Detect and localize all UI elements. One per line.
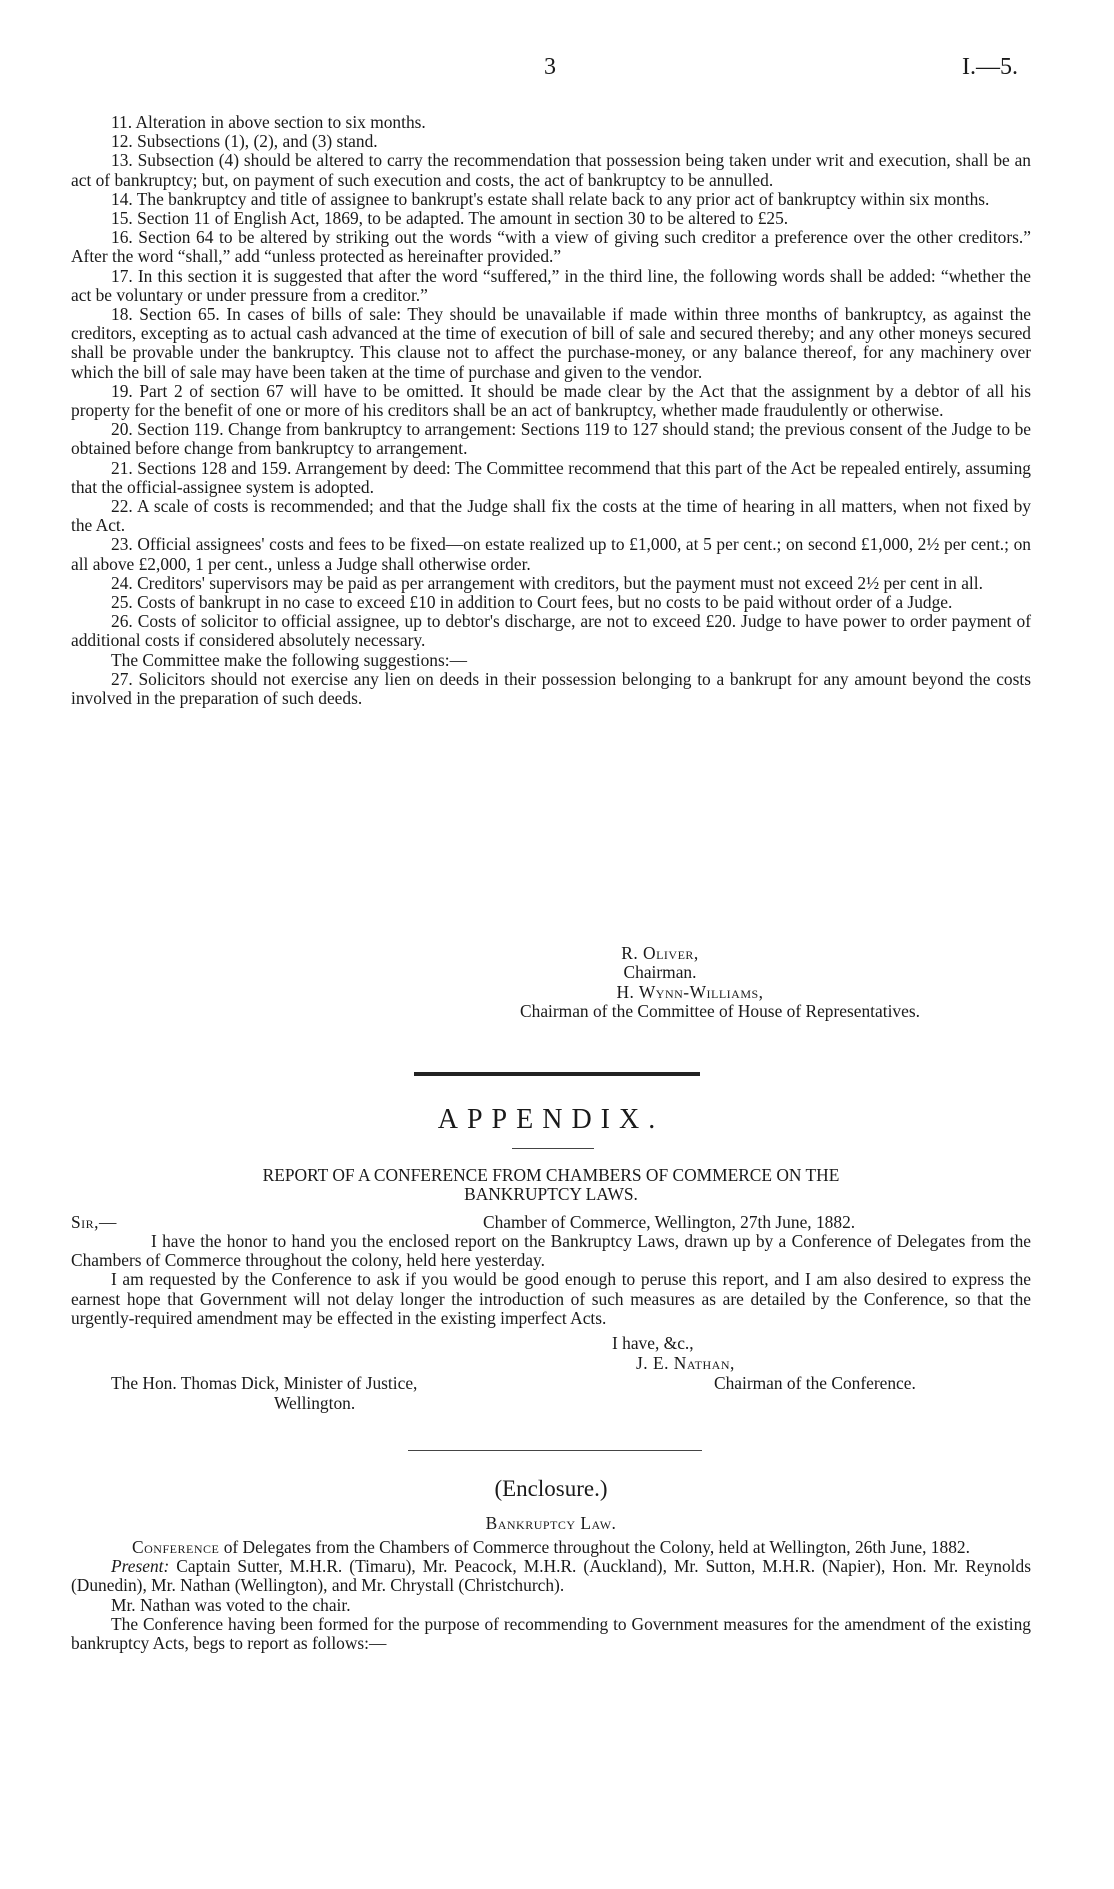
addressee-line2: Wellington. — [274, 1393, 356, 1413]
letter-signer-name: J. E. Nathan, — [636, 1353, 735, 1373]
present-paragraph — [71, 1557, 1031, 1595]
conference-rest: of Delegates from the Chambers of Commerce throughout the Colony, held at Wellington, 26th June, 1882. — [223, 1537, 970, 1557]
enclosure-divider — [408, 1450, 702, 1451]
section-14: 14. The bankruptcy and title of assignee to bankrupt's estate shall relate back to any prior act of bankruptcy within six months. — [111, 188, 990, 209]
conference-intro — [71, 1538, 1031, 1557]
signature-name: R. Oliver, — [621, 943, 699, 963]
section-27: 27. Solicitors should not exercise any lien on deeds in their possession belonging to a bankrupt for any amount beyond the costs involved in the preparation of such deeds. — [71, 668, 1031, 709]
enclosure-subheading: Bankruptcy Law. — [485, 1513, 617, 1533]
suggestions-intro: The Committee make the following suggestions:— — [111, 649, 467, 670]
title-underline — [512, 1148, 594, 1149]
letter — [71, 1213, 1031, 1328]
section-12: 12. Subsections (1), (2), and (3) stand. — [111, 131, 378, 152]
section-24: 24. Creditors' supervisors may be paid as per arrangement with creditors, but the payment must not exceed 2½ per cent in all. — [111, 572, 983, 593]
letter-signer-title: Chairman of the Conference. — [714, 1373, 916, 1393]
report-title — [71, 1166, 1031, 1204]
section-19: 19. Part 2 of section 67 will have to be omitted. It should be made clear by the Act that the assignment by a debtor of all his property for the benefit of one or more of his creditors shall be an act of bankruptcy, whether made fraudulently or otherwise. — [71, 380, 1031, 421]
section-26: 26. Costs of solicitor to official assignee, up to debtor's discharge, are not to exceed £20. Judge to have power to order payment of additional costs if considered absolutely necessary. — [71, 611, 1031, 651]
signature-title: Chairman of the Committee of House of Representatives. — [520, 1001, 920, 1022]
salutation: Sir,— — [71, 1212, 117, 1232]
letter-paragraph-2: I am requested by the Conference to ask if you would be good enough to peruse this report, and I am also desired to express the earnest hope that Government will not delay longer the introduction of such measures as are detailed by the Conference, so that the urgently-required amendment may be effected in the existing imperfect Acts. — [71, 1269, 1031, 1328]
section-22: 22. A scale of costs is recommended; and that the Judge shall fix the costs at the time of hearing in all matters, when not fixed by the Act. — [71, 496, 1031, 536]
signature-title: Chairman. — [623, 962, 697, 983]
enclosure-body — [71, 1538, 1031, 1653]
section-21: 21. Sections 128 and 159. Arrangement by deed: The Committee recommend that this part of the Act be repealed entirely, assuming that the official-assignee system is adopted. — [71, 457, 1031, 497]
addressee-line1: The Hon. Thomas Dick, Minister of Justice, — [111, 1373, 418, 1393]
section-20: 20. Section 119. Change from bankruptcy to arrangement: Sections 119 to 127 should stand; the previous consent of the Judge to be obtained before change from bankruptcy to arrangement. — [71, 419, 1031, 459]
closing-paragraph: The Conference having been formed for the purpose of recommending to Government measures for the amendment of the existing bankruptcy Acts, begs to report as follows:— — [71, 1613, 1031, 1654]
present-text: Captain Sutter, M.H.R. (Timaru), Mr. Peacock, M.H.R. (Auckland), Mr. Sutton, M.H.R. (Napier), Hon. Mr. Reynolds (Dunedin), Mr. Nathan (Wellington), and Mr. Chrystall (Christchurch). — [71, 1556, 1031, 1596]
section-23: 23. Official assignees' costs and fees to be fixed—on estate realized up to £1,000, at 5 per cent.; on second £1,000, 2½ per cent.; on all above £2,000, 1 per cent., unless a Judge shall otherwise order. — [71, 534, 1031, 574]
present-label: Present: — [111, 1556, 170, 1577]
section-17: 17. In this section it is suggested that after the word “suffered,” in the third line, the following words shall be added: “whether the act be voluntary or under pressure from a creditor.” — [71, 265, 1031, 305]
section-18: 18. Section 65. In cases of bills of sale: They should be unavailable if made within three months of bankruptcy, as against the creditors, excepting as to actual cash advanced at the time of execution of bill of sale and secured thereby; and any other moneys secured shall be provable under the bankruptcy. This clause not to affect the purchase-money, or any balance thereof, for any machinery over which the bill of sale may have been taken at the time of purchase and given to the vendor. — [71, 304, 1031, 382]
signature-wynn-williams — [440, 983, 1000, 1021]
letter-closing: I have, &c., — [612, 1333, 694, 1353]
section-25: 25. Costs of bankrupt in no case to exceed £10 in addition to Court fees, but no costs to be paid without order of a Judge. — [111, 592, 953, 613]
signature-oliver — [560, 944, 760, 982]
letter-paragraph-1: I have the honor to hand you the enclosed report on the Bankruptcy Laws, drawn up by a Conference of Delegates from the Chambers of Commerce throughout the colony, held here yesterday. — [71, 1231, 1031, 1271]
section-15: 15. Section 11 of English Act, 1869, to be adapted. The amount in section 30 to be altered to £25. — [111, 208, 789, 229]
chair-paragraph: Mr. Nathan was voted to the chair. — [111, 1594, 351, 1615]
section-divider — [414, 1072, 700, 1076]
document-reference: I.—5. — [962, 54, 1018, 80]
recommendations-list — [71, 113, 1031, 708]
enclosure-heading: (Enclosure.) — [494, 1476, 608, 1501]
report-title-line1: REPORT OF A CONFERENCE FROM CHAMBERS OF COMMERCE ON THE — [262, 1165, 840, 1185]
appendix-title: APPENDIX. — [437, 1104, 665, 1135]
report-title-line2: BANKRUPTCY LAWS. — [464, 1184, 638, 1205]
section-11: 11. Alteration in above section to six months. — [111, 112, 426, 132]
place-date: Chamber of Commerce, Wellington, 27th June, 1882. — [483, 1212, 856, 1232]
page-number: 3 — [544, 54, 556, 80]
signature-name: H. Wynn-Williams, — [616, 982, 764, 1002]
section-16: 16. Section 64 to be altered by striking out the words “with a view of giving such creditor a preference over the other creditors.” After the word “shall,” add “unless protected as hereinafter provided.” — [71, 227, 1031, 267]
conference-lead: Conference — [132, 1537, 220, 1557]
section-13: 13. Subsection (4) should be altered to carry the recommendation that possession being taken under writ and execution, shall be an act of bankruptcy; but, on payment of such execution and costs, the act of bankruptcy to be annulled. — [71, 150, 1031, 190]
